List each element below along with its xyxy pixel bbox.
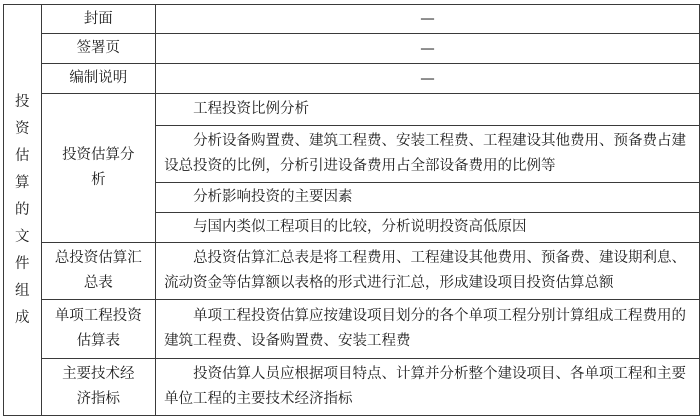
analysis-item: 分析设备购置费、建筑工程费、安装工程费、工程建设其他费用、预备费占建设总投资的比例，分析引进设备费用占全部设备费用的比例等 [156, 126, 700, 183]
indicators-text: 投资估算人员应根据项目特点、计算并分析整个建设项目、各单项工程和主要单位工程的主要技术经济指标 [156, 359, 700, 416]
analysis-item: 分析影响投资的主要因素 [156, 183, 700, 213]
single-text: 单项工程投资估算应按建设项目划分的各个单项工程分别计算组成工程费用的建筑工程费、设备购置费、安装工程费 [156, 300, 700, 359]
analysis-item: 工程投资比例分析 [156, 94, 700, 126]
table-row-preparation [4, 64, 700, 94]
composition-table [3, 4, 700, 416]
table-row-cover [4, 5, 700, 34]
summary-text: 总投资估算汇总表是将工程费用、工程建设其他费用、预备费、建设期利息、流动资金等估算额以表格的形式进行汇总，形成建设项目投资估算总额 [156, 243, 700, 300]
label-cover: 封面 [41, 5, 156, 34]
label-summary: 总投资估算汇总表 [41, 243, 156, 300]
side-title-cell [4, 5, 42, 416]
side-title: 投资估算的文件组成 [15, 93, 30, 326]
table-row-single [4, 300, 700, 359]
value-preparation: — [156, 64, 700, 94]
label-analysis: 投资估算分析 [41, 94, 156, 243]
value-cover: — [156, 5, 700, 34]
table-row-analysis-1 [4, 94, 700, 126]
label-preparation: 编制说明 [41, 64, 156, 94]
table-row-signature [4, 34, 700, 64]
label-indicators: 主要技术经济指标 [41, 359, 156, 416]
analysis-item: 与国内类似工程项目的比较，分析说明投资高低原因 [156, 213, 700, 243]
table-row-indicators [4, 359, 700, 416]
label-signature: 签署页 [41, 34, 156, 64]
label-single: 单项工程投资估算表 [41, 300, 156, 359]
value-signature: — [156, 34, 700, 64]
table-row-summary [4, 243, 700, 300]
